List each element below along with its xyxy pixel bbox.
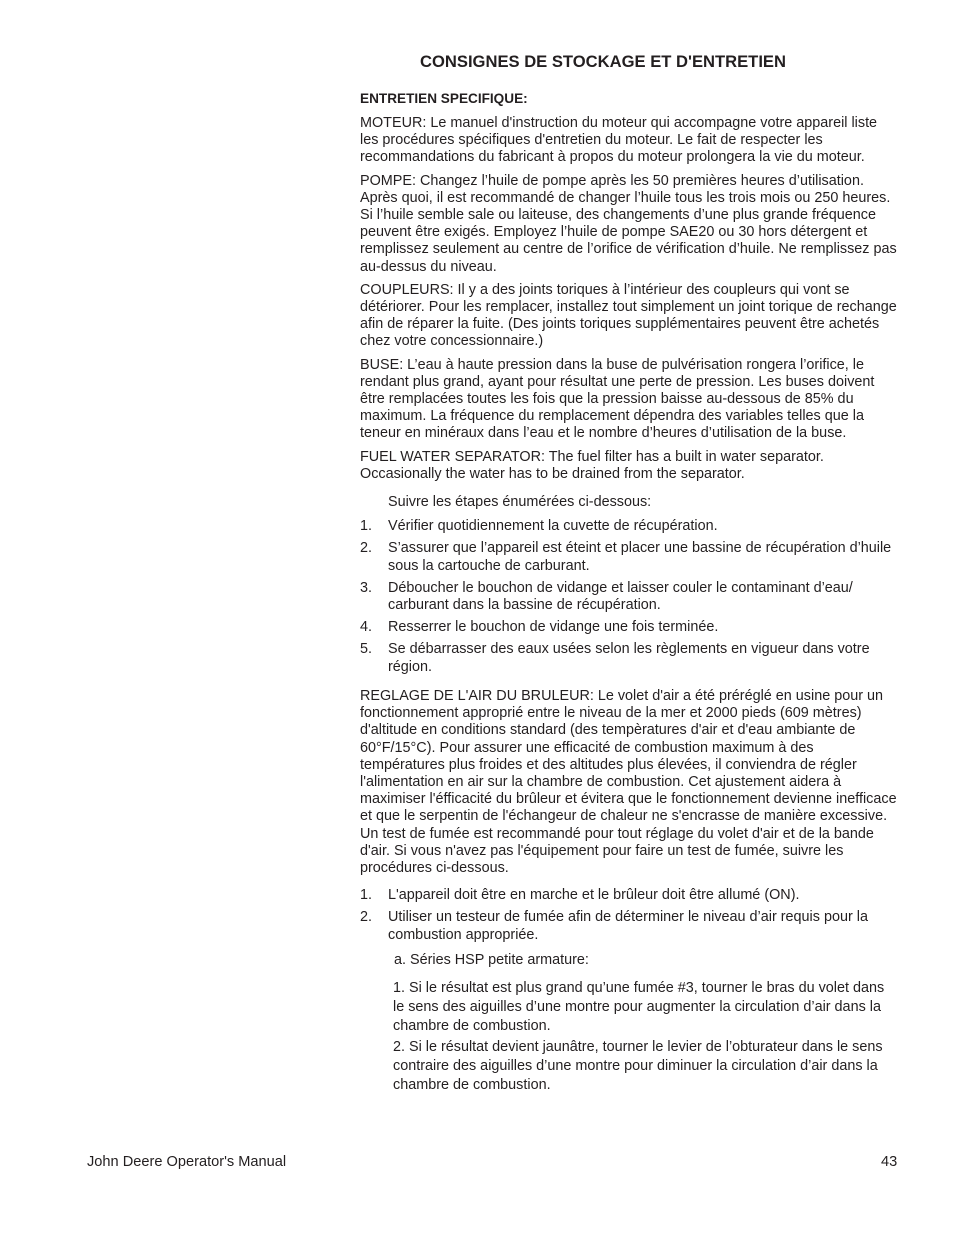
fuel-steps-intro: Suivre les étapes énumérées ci-dessous:: [388, 494, 652, 511]
paragraph-pompe: POMPE: Changez l’huile de pompe après les 50 premières heures d’utilisation. Après quoi, il est recommandé de changer l’huile tous les trois mois ou 250 heures. Si l’huile semble sale ou laiteuse, des changements d’une plus grande fréquence peuvent être exigés. Employez l’huile de pompe SAE20 ou 30 hors détergent et remplissez seulement au centre de l’orifice de vérification d’huile. Ne remplissez pas au-dessus du niveau.: [360, 172, 897, 275]
page-number: 43: [881, 1154, 898, 1170]
list-item: [360, 887, 898, 904]
list-item: [360, 540, 898, 574]
sub-section-label: a. Séries HSP petite armature:: [394, 951, 589, 968]
list-item: [360, 580, 898, 614]
list-item: [360, 641, 898, 675]
step-number: 2.: [360, 909, 373, 926]
step-number: 5.: [360, 641, 373, 658]
footer-manual-title: John Deere Operator's Manual: [87, 1154, 287, 1170]
step-number: 1.: [360, 518, 373, 535]
list-item: [360, 619, 898, 636]
list-item: [360, 909, 898, 943]
step-text: Vérifier quotidiennement la cuvette de récupération.: [388, 518, 718, 535]
section-heading: ENTRETIEN SPECIFIQUE:: [360, 91, 528, 106]
step-text: L'appareil doit être en marche et le brûleur doit être allumé (ON).: [388, 887, 800, 904]
list-item: [360, 518, 898, 535]
step-text: S’assurer que l’appareil est éteint et placer une bassine de récupération d’huile sous la cartouche de carburant.: [388, 540, 892, 574]
paragraph-reglage-air: REGLAGE DE L'AIR DU BRULEUR: Le volet d'air a été préréglé en usine pour un fonctionnement approprié entre le niveau de la mer et 2000 pieds (609 mètres) d'altitude en conditions standard (des tempèratures d'air et d'eau ambiante de 60°F/15°C). Pour assurer une efficacité de combustion maximum à des températures plus froides et des altitudes plus élevées, il conviendra de régler l'alimentation en air sur la chambre de combustion. Cet ajustement aidera à maximiser l'éfficacité du brûleur et évitera que le fonctionnement devienne inefficace et que le serpentin de l'échangeur de chaleur ne s'encrasse de manière excessive. Un test de fumée est recommandé pour tout réglage du volet d'air et de la bande d'air. Si vous n'avez pas l'équipement pour faire un test de fumée, suivre les procédures ci-dessous.: [360, 687, 897, 876]
step-number: 3.: [360, 579, 373, 596]
step-number: 4.: [360, 619, 373, 636]
content-column: [360, 90, 898, 1097]
step-text: Déboucher le bouchon de vidange et laisser couler le contaminant d’eau/ carburant dans la bassine de récupération.: [388, 579, 853, 614]
sub-paragraph: 2. Si le résultat devient jaunâtre, tourner le levier de l’obturateur dans le sens contraire des aiguilles d’une montre pour diminuer la circulation d’air dans la chambre de combustion.: [393, 1038, 883, 1093]
step-text: Se débarrasser des eaux usées selon les règlements en vigueur dans votre région.: [388, 641, 870, 675]
step-number: 1.: [360, 887, 373, 904]
paragraph-moteur: MOTEUR: Le manuel d'instruction du moteur qui accompagne votre appareil liste les procédures spécifiques d'entretien du moteur. Le fait de respecter les recommandations du fabricant à propos du moteur prolongera la vie du moteur.: [360, 115, 878, 166]
sub-paragraph: 1. Si le résultat est plus grand qu’une fumée #3, tourner le bras du volet dans le sens des aiguilles d’une montre pour augmenter la circulation d’air dans la chambre de combustion.: [393, 979, 885, 1034]
fuel-steps-list: [360, 518, 898, 676]
air-steps-list: [360, 887, 898, 944]
step-text: Utiliser un testeur de fumée afin de déterminer le niveau d’air requis pour la combustion appropriée.: [388, 909, 868, 943]
paragraph-coupleurs: COUPLEURS: Il y a des joints toriques à l’intérieur des coupleurs qui vont se détériorer. Pour les remplacer, installez tout simplement un joint torique de rechange afin de réparer la fuite. (Des joints toriques supplémentaires peuvent être achetés chez votre concessionnaire.): [360, 281, 897, 350]
page-title: CONSIGNES DE STOCKAGE ET D'ENTRETIEN: [420, 52, 786, 71]
step-text: Resserrer le bouchon de vidange une fois terminée.: [388, 619, 719, 636]
step-number: 2.: [360, 540, 373, 557]
paragraph-fuel-separator: FUEL WATER SEPARATOR: The fuel filter has a built in water separator. Occasionally the water has to be drained from the separator.: [360, 448, 824, 482]
paragraph-buse: BUSE: L’eau à haute pression dans la buse de pulvérisation rongera l’orifice, le rendant plus grand, ayant pour résultat une perte de pression. Les buses doivent être remplacées toutes les fois que la pression baisse au-dessous de 85% du maximum. La fréquence du remplacement dépendra des variables telles que la teneur en minéraux dans l’eau et le nombre d’heures d’utilisation de la buse.: [360, 356, 875, 442]
